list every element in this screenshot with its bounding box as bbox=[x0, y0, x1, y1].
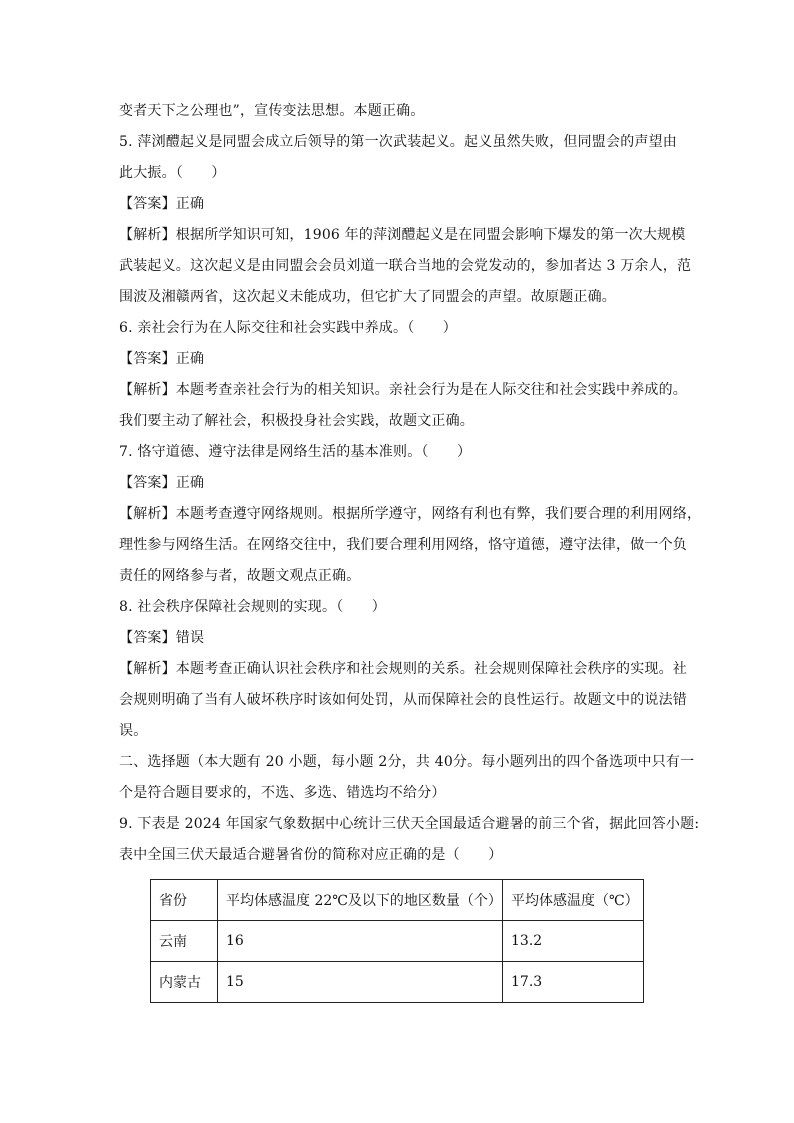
analysis-6: 【解析】本题考查亲社会行为的相关知识。亲社会行为是在人际交往和社会实践中养成的。 bbox=[119, 382, 687, 398]
text-line: 此大振。（ ） bbox=[119, 165, 226, 181]
table-header-cell: 平均体感温度 22℃及以下的地区数量（个） bbox=[218, 880, 503, 921]
question-6: 6. 亲社会行为在人际交往和社会实践中养成。（ ） bbox=[119, 320, 458, 336]
text-line: 理性参与网络生活。在网络交往中，我们要合理利用网络，恪守道德，遵守法律，做一个负 bbox=[119, 537, 687, 553]
table-cell: 17.3 bbox=[503, 962, 644, 1003]
text-line: 变者天下之公理也”，宣传变法思想。本题正确。 bbox=[119, 103, 425, 119]
document-page bbox=[119, 96, 702, 1003]
text-line: 武装起义。这次起义是由同盟会会员刘道一联合当地的会党发动的，参加者达 3 万余人，范 bbox=[119, 258, 692, 274]
answer-8: 【答案】错误 bbox=[119, 630, 205, 646]
table-cell: 云南 bbox=[151, 921, 218, 962]
section-heading: 二、选择题（本大题有 20 小题，每小题 2分，共 40分。每小题列出的四个备选项中只有一 bbox=[119, 754, 695, 770]
table-header-cell: 平均体感温度（℃） bbox=[503, 880, 644, 921]
table-row bbox=[151, 962, 644, 1003]
analysis-7: 【解析】本题考查遵守网络规则。根据所学遵守，网络有利也有弊，我们要合理的利用网络， bbox=[119, 506, 702, 522]
table-cell: 13.2 bbox=[503, 921, 644, 962]
answer-6: 【答案】正确 bbox=[119, 351, 205, 367]
text-line: 误。 bbox=[119, 723, 148, 739]
analysis-8: 【解析】本题考查正确认识社会秩序和社会规则的关系。社会规则保障社会秩序的实现。社 bbox=[119, 661, 687, 677]
text-line: 责任的网络参与者，故题文观点正确。 bbox=[119, 568, 361, 584]
answer-7: 【答案】正确 bbox=[119, 475, 205, 491]
text-line: 我们要主动了解社会，积极投身社会实践，故题文正确。 bbox=[119, 413, 474, 429]
question-7: 7. 恪守道德、遵守法律是网络生活的基本准则。（ ） bbox=[119, 444, 472, 460]
text-line: 围波及湘赣两省，这次起义未能成功，但它扩大了同盟会的声望。故原题正确。 bbox=[119, 289, 616, 305]
question-9: 9. 下表是 2024 年国家气象数据中心统计三伏天全国最适合避暑的前三个省，据此回答小题: bbox=[119, 816, 700, 832]
answer-5: 【答案】正确 bbox=[119, 196, 205, 212]
table-cell: 16 bbox=[218, 921, 503, 962]
text-line: 表中全国三伏天最适合避暑省份的简称对应正确的是（ ） bbox=[119, 847, 503, 863]
data-table bbox=[150, 879, 644, 1003]
text-line: 会规则明确了当有人破坏秩序时该如何处罚，从而保障社会的良性运行。故题文中的说法错 bbox=[119, 692, 687, 708]
table-row bbox=[151, 921, 644, 962]
table-header-cell: 省份 bbox=[151, 880, 218, 921]
question-5: 5. 萍浏醴起义是同盟会成立后领导的第一次武装起义。起义虽然失败，但同盟会的声望由 bbox=[119, 134, 678, 150]
table-cell: 内蒙古 bbox=[151, 962, 218, 1003]
analysis-5: 【解析】根据所学知识可知，1906 年的萍浏醴起义是在同盟会影响下爆发的第一次大规模 bbox=[119, 227, 686, 243]
question-8: 8. 社会秩序保障社会规则的实现。（ ） bbox=[119, 599, 387, 615]
text-line: 个是符合题目要求的，不选、多选、错选均不给分） bbox=[119, 785, 446, 801]
table-cell: 15 bbox=[218, 962, 503, 1003]
table-header-row bbox=[151, 880, 644, 921]
